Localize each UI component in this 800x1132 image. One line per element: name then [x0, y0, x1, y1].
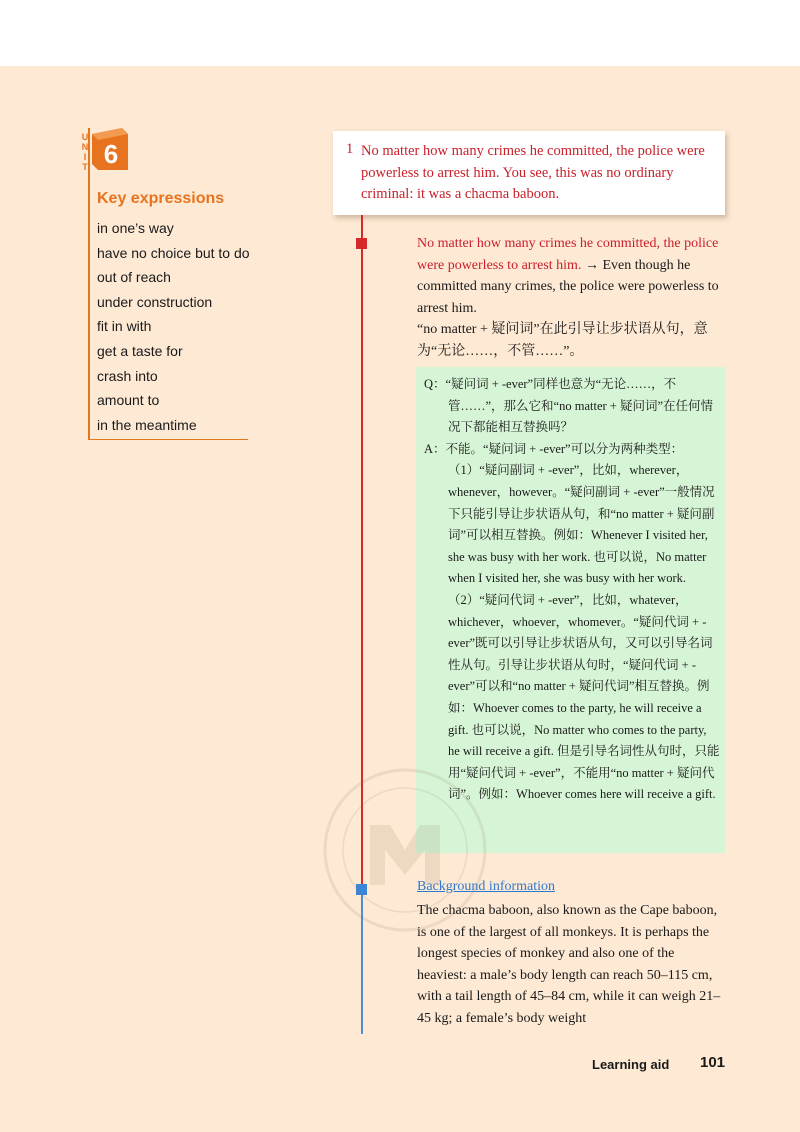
- page-number: 101: [700, 1054, 726, 1071]
- qa-content: [424, 374, 720, 806]
- qa-question: Q：“疑问词 + -ever”同样也意为“无论……，不管……”，那么它和“no matter + 疑问词”在任何情况下都能相互替换吗？: [424, 377, 713, 435]
- key-expression-item: in one’s way: [97, 220, 174, 236]
- unit-label: U N I T: [81, 132, 89, 172]
- key-expression-item: have no choice but to do: [97, 244, 250, 261]
- key-expression-item: out of reach: [97, 269, 171, 286]
- unit-number: 6: [103, 139, 119, 169]
- key-expressions-divider: [88, 439, 248, 440]
- key-expression-item: amount to: [97, 392, 160, 409]
- explanation: [417, 233, 722, 362]
- key-expressions-title: Key expressions: [97, 190, 225, 207]
- key-expressions-list: [97, 218, 250, 439]
- explanation-rewrite: Even though he committed many crimes, the police were powerless to arrest him.: [417, 257, 719, 316]
- key-expression-item: in the meantime: [97, 416, 197, 433]
- red-square-marker-icon: [356, 238, 367, 249]
- explanation-note: “no matter + 疑问词”在此引导让步状语从句，意为“无论……，不管……”。: [417, 322, 708, 359]
- qa-answer: A：不能。“疑问词 + -ever”可以分为两种类型：（1）“疑问副词 + -ever”，比如，wherever，whenever，however。“疑问副词 + -ever”一般情况下只能引导让步状语从句，和“no matter + 疑问副词”可以相互替换。例如：Whenever I visited her, she was busy with her work. 也可以说，No matter when I visited her, she was busy with her work.（2）“疑问代词 + -ever”，比如，whatever，whichever，whoever，whomever。“疑问代词 + -ever”既可以引导让步状语从句，又可以引导名词性从句。引导让步状语从句时，“疑问代词 + -ever”可以和“no matter + 疑问代词”相互替换。例如：Whoever comes to the party, he will receive a gift. 也可以说，No matter who comes to the party, he will receive a gift. 但是引导名词性从句时，只能用“疑问代词 + -ever”，不能用“no matter + 疑问代词”。例如：Whoever comes here will receive a gift.: [424, 441, 720, 802]
- footer-section-label: Learning aid: [592, 1057, 670, 1072]
- explanation-highlight: No matter how many crimes he committed, the police were powerless to arrest him.: [417, 236, 719, 273]
- sidebar-rule: [88, 128, 90, 440]
- background-heading: Background information: [417, 879, 556, 894]
- quote-text: No matter how many crimes he committed, the police were powerless to arrest him. You see, this was no ordinary criminal: it was a chacma baboon.: [361, 143, 705, 202]
- key-expression-item: under construction: [97, 293, 213, 310]
- background-body: The chacma baboon, also known as the Cape baboon, is one of the largest of all monkeys. It is perhaps the longest species of monkey and also one of the heaviest: a male’s body length can reach 50–115 cm, with a tail length of 45–84 cm, while it can weigh 21–45 kg; a female’s body weight: [417, 903, 721, 1026]
- right-arrow-icon: →: [584, 257, 599, 273]
- key-expression-item: crash into: [97, 367, 158, 384]
- quote-number: 1: [346, 141, 354, 157]
- key-expression-item: get a taste for: [97, 342, 183, 359]
- unit-number-badge: [92, 128, 128, 170]
- key-expression-item: fit in with: [97, 318, 152, 335]
